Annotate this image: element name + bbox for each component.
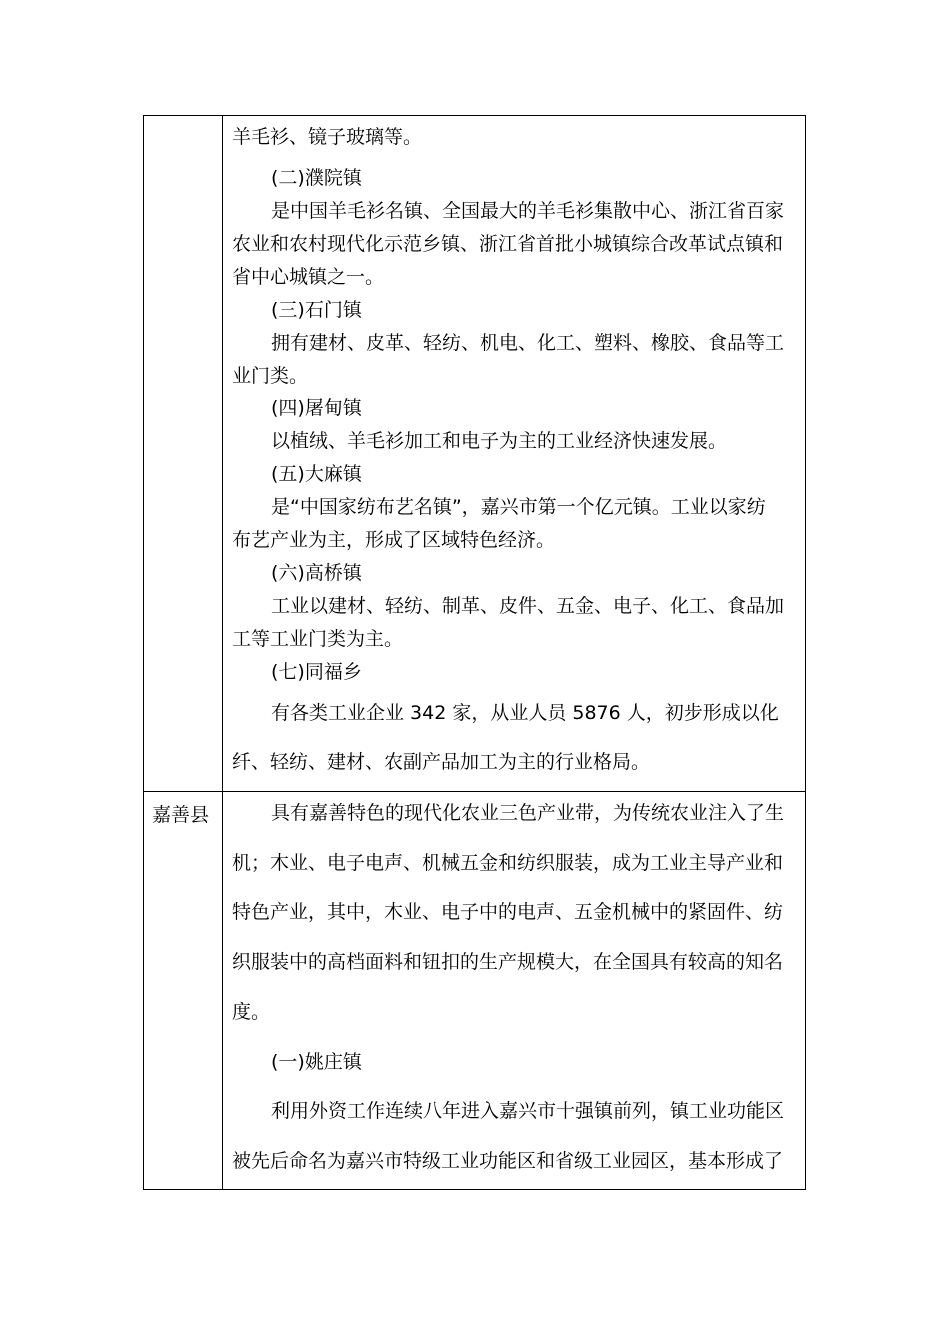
section-heading: (五)大麻镇 [271,463,362,485]
text-line: 织服装中的高档面料和钮扣的生产规模大，在全国具有较高的知名 [232,951,784,973]
text-line: 度。 [232,1001,271,1023]
text-line: 是中国羊毛衫名镇、全国最大的羊毛衫集散中心、浙江省百家 [271,200,785,222]
text-line: 工等工业门类为主。 [232,628,404,650]
column-divider [222,116,223,1189]
text-line: 以植绒、羊毛衫加工和电子为主的工业经济快速发展。 [271,430,728,452]
text-line: 拥有建材、皮革、轻纺、机电、化工、塑料、橡胶、食品等工 [271,332,785,354]
text-line: 布艺产业为主，形成了区域特色经济。 [232,529,556,551]
text-line: 特色产业，其中，木业、电子中的电声、五金机械中的紧固件、纺 [232,901,784,923]
section-heading: (六)高桥镇 [271,562,362,584]
section-heading: (七)同福乡 [271,661,362,683]
data-table [143,115,806,1190]
section-heading: (四)屠甸镇 [271,397,362,419]
text-line: 工业以建材、轻纺、制革、皮件、五金、电子、化工、食品加 [271,595,785,617]
text-line: 是“中国家纺布艺名镇”，嘉兴市第一个亿元镇。工业以家纺 [271,496,766,518]
text-line: 纤、轻纺、建材、农副产品加工为主的行业格局。 [232,751,651,773]
county-label: 嘉善县 [152,804,210,826]
section-heading: (二)濮院镇 [271,167,362,189]
text-line: 省中心城镇之一。 [232,266,385,288]
text-line: 业门类。 [232,365,309,387]
text-line: 农业和农村现代化示范乡镇、浙江省首批小城镇综合改革试点镇和 [232,233,784,255]
text-line: 有各类工业企业 342 家，从业人员 5876 人，初步形成以化 [271,702,779,724]
text-line: 具有嘉善特色的现代化农业三色产业带，为传统农业注入了生 [271,802,785,824]
text-line: 被先后命名为嘉兴市特级工业功能区和省级工业园区，基本形成了 [232,1150,784,1172]
text-line: 利用外资工作连续八年进入嘉兴市十强镇前列，镇工业功能区 [271,1100,785,1122]
section-heading: (一)姚庄镇 [271,1051,362,1073]
section-heading: (三)石门镇 [271,299,362,321]
text-line: 羊毛衫、镜子玻璃等。 [232,126,423,148]
row-divider [144,791,805,792]
text-line: 机；木业、电子电声、机械五金和纺织服装，成为工业主导产业和 [232,852,784,874]
